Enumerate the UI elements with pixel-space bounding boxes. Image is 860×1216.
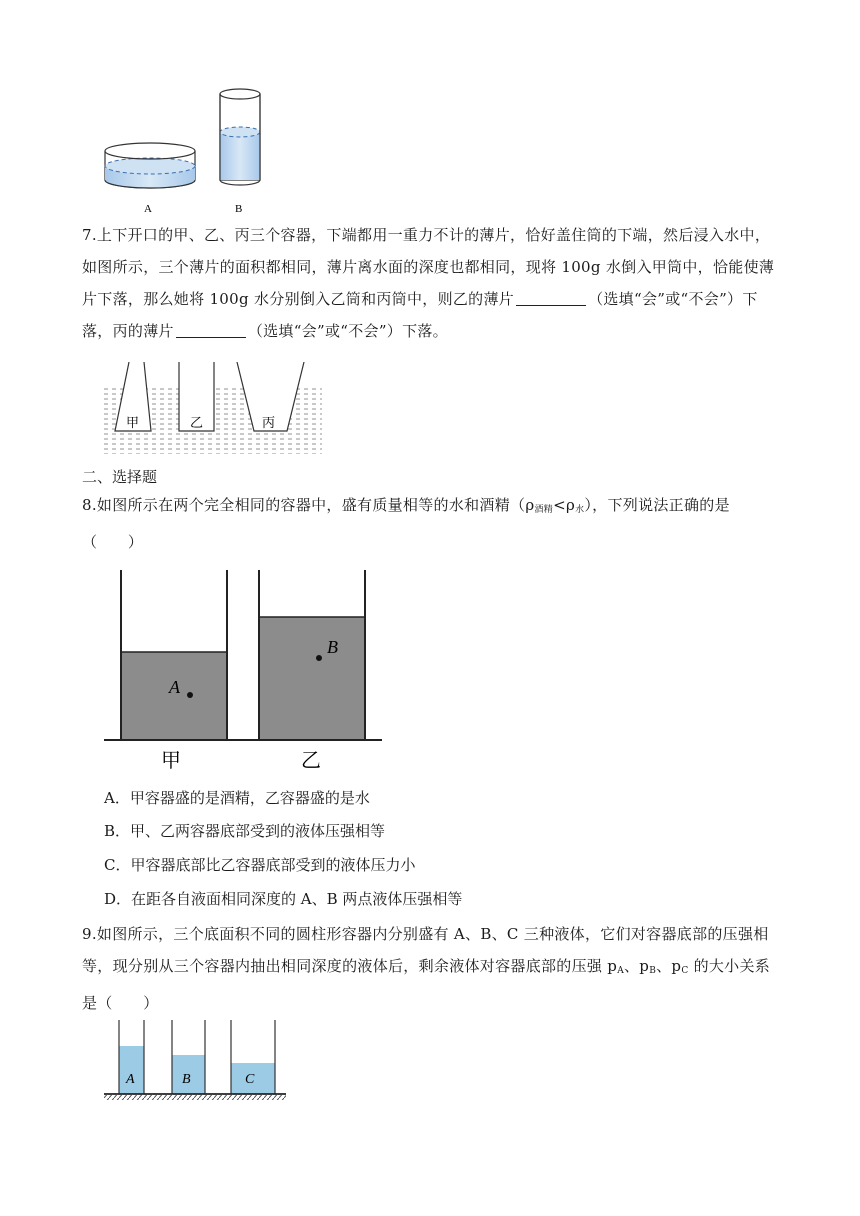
point-b-dot (316, 655, 322, 661)
tube-label-yi: 乙 (190, 415, 204, 430)
point-a-label: A (169, 677, 180, 697)
liquid-label-a: A (126, 1072, 135, 1087)
section-title: 二、选择题 (82, 468, 158, 486)
rho-symbol-1: ρ (525, 496, 535, 514)
q9-sep-2: 、p (656, 957, 682, 975)
q8-stem-b: ），下列说法正确的是（ ） (82, 496, 730, 551)
figure-cylinders (100, 86, 270, 218)
tube-label-jia: 甲 (126, 415, 140, 430)
cylinder-label-b: B (235, 203, 243, 215)
point-b-label: B (327, 637, 338, 657)
container-label-jia: 甲 (161, 750, 181, 772)
question-7 (82, 219, 782, 347)
q9-sub-b: B (649, 966, 657, 976)
q9-sub-c: C (681, 966, 689, 976)
option-a[interactable]: A．甲容器盛的是酒精，乙容器盛的是水 (104, 789, 370, 807)
cylinder-label-a: A (144, 203, 152, 215)
q8-stem-a: 8.如图所示在两个完全相同的容器中，盛有质量相等的水和酒精（ (82, 496, 526, 514)
figure-containers (104, 568, 382, 774)
q7-text-1: 7.上下开口的甲、乙、丙三个容器，下端都用一重力不计的薄片，恰好盖住筒的下端，然后浸入水中，如图所示，三个薄片的面积都相同，薄片离水面的深度也都相同，现将 100g 水倒入甲筒中，恰能使薄片下落，那么她将 100g 水分别倒入乙筒和丙筒中，则乙的薄片 (82, 226, 775, 308)
q9-stem-b: 的大小关系是（ ） (82, 957, 771, 1012)
q7-blank-1[interactable] (516, 289, 586, 306)
rho-sub-water: 水 (575, 505, 585, 515)
figure-three-cylinders (104, 1020, 286, 1100)
q7-text-2: （选填“会”或“不会”）下落，丙的薄片 (82, 290, 758, 340)
q9-stem-a: 9.如图所示，三个底面积不同的圆柱形容器内分别盛有 A、B、C 三种液体，它们对容器底部的压强相等，现分别从三个容器内抽出相同深度的液体后，剩余液体对容器底部的压强 p (82, 925, 769, 975)
option-c[interactable]: C．甲容器底部比乙容器底部受到的液体压力小 (104, 856, 416, 874)
tube-label-bing: 丙 (262, 415, 276, 430)
q9-sep-1: 、p (624, 957, 650, 975)
rho-symbol-2: ρ (565, 496, 576, 514)
rho-sub-alcohol: 酒精 (534, 505, 554, 515)
option-b[interactable]: B．甲、乙两容器底部受到的液体压强相等 (104, 822, 386, 840)
q7-blank-2[interactable] (176, 321, 246, 338)
q9-sub-a: A (617, 966, 624, 976)
option-d[interactable]: D．在距各自液面相同深度的 A、B 两点液体压强相等 (104, 890, 463, 908)
figure-tubes (104, 362, 322, 454)
less-than: < (553, 496, 566, 514)
q7-text-3: （选填“会”或“不会”）下落。 (247, 322, 448, 340)
point-a-dot (187, 692, 193, 698)
container-label-yi: 乙 (301, 750, 321, 772)
liquid-label-b: B (182, 1072, 191, 1087)
liquid-label-c: C (245, 1072, 255, 1087)
question-9 (82, 918, 782, 1019)
question-8 (82, 489, 782, 558)
